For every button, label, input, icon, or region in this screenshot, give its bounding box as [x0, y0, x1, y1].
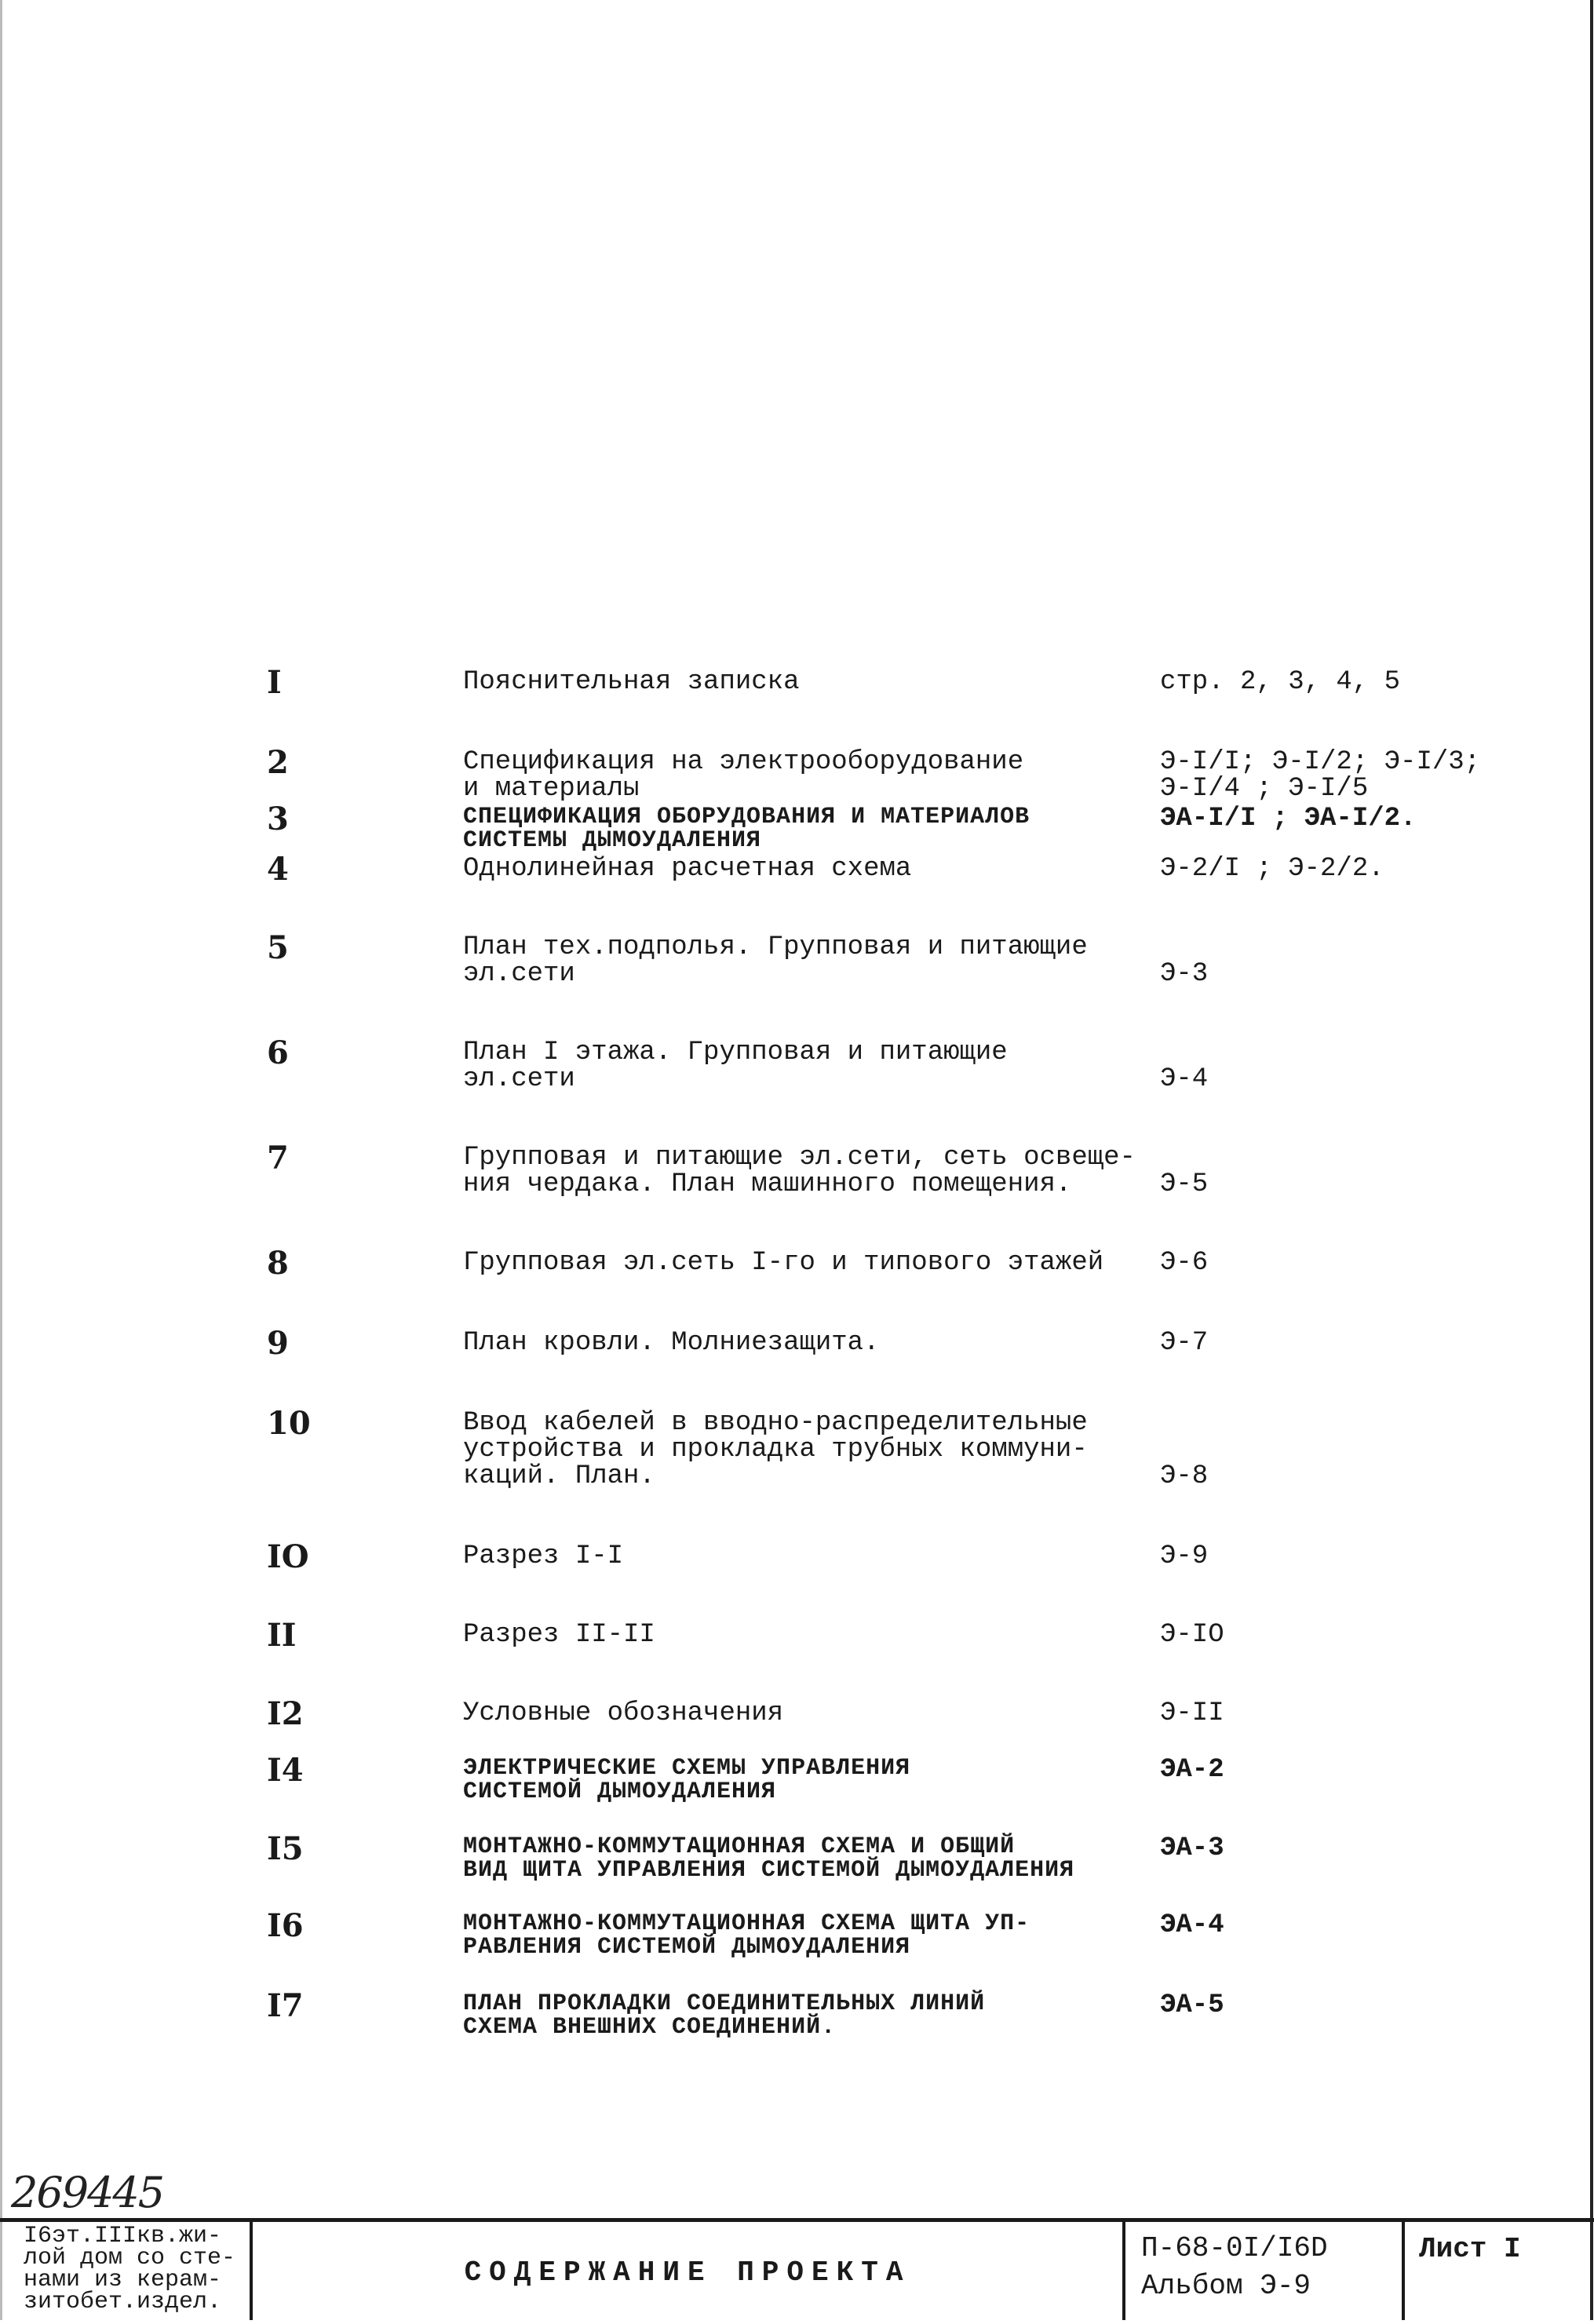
- row-sheet-reference: Э-8: [1160, 1461, 1209, 1491]
- document-title: СОДЕРЖАНИЕ ПРОЕКТА: [464, 2257, 911, 2289]
- row-description: Групповая и питающие эл.сети, сеть освеще- ния чердака. План машинного помещения.: [463, 1143, 1136, 1199]
- row-description: ПЛАН ПРОКЛАДКИ СОЕДИНИТЕЛЬНЫХ ЛИНИЙ СХЕМА ВНЕШНИХ СОЕДИНЕНИЙ.: [463, 1990, 986, 2041]
- row-description: План I этажа. Групповая и питающие эл.сети: [463, 1038, 1008, 1094]
- row-sheet-reference: ЭА-4: [1160, 1910, 1224, 1940]
- row-sheet-reference: ЭА-2: [1160, 1755, 1224, 1785]
- row-sheet-reference: Э-5: [1160, 1169, 1209, 1199]
- row-description: МОНТАЖНО-КОММУТАЦИОННАЯ СХЕМА И ОБЩИЙ ВИД ЩИТА УПРАВЛЕНИЯ СИСТЕМОЙ ДЫМОУДАЛЕНИЯ: [463, 1833, 1075, 1884]
- row-number: I7: [267, 1987, 304, 2024]
- row-description: Однолинейная расчетная схема: [463, 854, 912, 884]
- row-description: ЭЛЕКТРИЧЕСКИЕ СХЕМЫ УПРАВЛЕНИЯ СИСТЕМОЙ ДЫМОУДАЛЕНИЯ: [463, 1755, 911, 1805]
- title-block-sheet-cell: [1405, 2222, 1590, 2320]
- row-sheet-reference: Э-2/I ; Э-2/2.: [1160, 854, 1384, 884]
- row-number: I5: [267, 1830, 304, 1867]
- row-sheet-reference: Э-9: [1160, 1541, 1209, 1571]
- row-description: СПЕЦИФИКАЦИЯ ОБОРУДОВАНИЯ И МАТЕРИАЛОВ СИСТЕМЫ ДЫМОУДАЛЕНИЯ: [463, 804, 1030, 854]
- row-number: I: [267, 664, 282, 701]
- row-sheet-reference: Э-II: [1160, 1698, 1224, 1728]
- sheet-number: Лист I: [1419, 2233, 1521, 2265]
- title-block-object-cell: [0, 2222, 253, 2320]
- row-sheet-reference: ЭА-5: [1160, 1990, 1224, 2020]
- project-code: П-68-0I/I6D Альбом Э-9: [1141, 2232, 1328, 2302]
- row-description: План тех.подполья. Групповая и питающие эл.сети: [463, 932, 1088, 989]
- row-number: 3: [267, 801, 289, 837]
- row-sheet-reference: Э-3: [1160, 959, 1209, 989]
- row-sheet-reference: ЭА-I/I ; ЭА-I/2.: [1160, 804, 1417, 834]
- row-sheet-reference: ЭА-3: [1160, 1833, 1224, 1863]
- row-number: 9: [267, 1325, 289, 1362]
- row-number: 4: [267, 851, 289, 888]
- row-sheet-reference: Э-4: [1160, 1064, 1209, 1094]
- row-sheet-reference: Э-7: [1160, 1328, 1209, 1358]
- row-number: 2: [267, 744, 289, 781]
- title-block: [0, 2218, 1594, 2324]
- row-description: Групповая эл.сеть I-го и типового этажей: [463, 1248, 1104, 1278]
- row-number: 5: [267, 929, 289, 966]
- row-number: I6: [267, 1907, 304, 1944]
- row-description: Пояснительная записка: [463, 667, 800, 697]
- row-sheet-reference: Э-6: [1160, 1248, 1209, 1278]
- title-block-title-cell: [253, 2222, 1125, 2320]
- row-number: I4: [267, 1752, 304, 1789]
- row-sheet-reference: Э-IO: [1160, 1620, 1224, 1650]
- handwritten-inventory-number: 269445: [11, 2168, 164, 2217]
- row-description: Спецификация на электрооборудование и материалы: [463, 747, 1024, 804]
- frame-left-edge: [0, 0, 2, 2320]
- row-number: 7: [267, 1140, 289, 1177]
- row-description: Условные обозначения: [463, 1698, 784, 1728]
- row-number: 10: [267, 1405, 311, 1442]
- row-description: МОНТАЖНО-КОММУТАЦИОННАЯ СХЕМА ЩИТА УП- РАВЛЕНИЯ СИСТЕМОЙ ДЫМОУДАЛЕНИЯ: [463, 1910, 1030, 1961]
- row-description: Разрез I-I: [463, 1541, 624, 1571]
- row-number: II: [267, 1617, 297, 1654]
- row-number: 6: [267, 1034, 289, 1071]
- row-description: План кровли. Молниезащита.: [463, 1328, 880, 1358]
- row-sheet-reference: стр. 2, 3, 4, 5: [1160, 667, 1401, 697]
- frame-right-border: [1590, 0, 1593, 2320]
- row-number: I2: [267, 1695, 304, 1732]
- row-description: Ввод кабелей в вводно-распределительные устройства и прокладка трубных коммуни- каций. План.: [463, 1408, 1088, 1491]
- row-number: IO: [267, 1538, 309, 1575]
- row-number: 8: [267, 1245, 289, 1282]
- row-description: Разрез II-II: [463, 1620, 655, 1650]
- row-sheet-reference: Э-I/I; Э-I/2; Э-I/3; Э-I/4 ; Э-I/5: [1160, 747, 1481, 804]
- object-description: I6эт.IIIкв.жи- лой дом со сте- нами из керам- зитобет.издел.: [24, 2223, 236, 2315]
- title-block-code-cell: [1125, 2222, 1405, 2320]
